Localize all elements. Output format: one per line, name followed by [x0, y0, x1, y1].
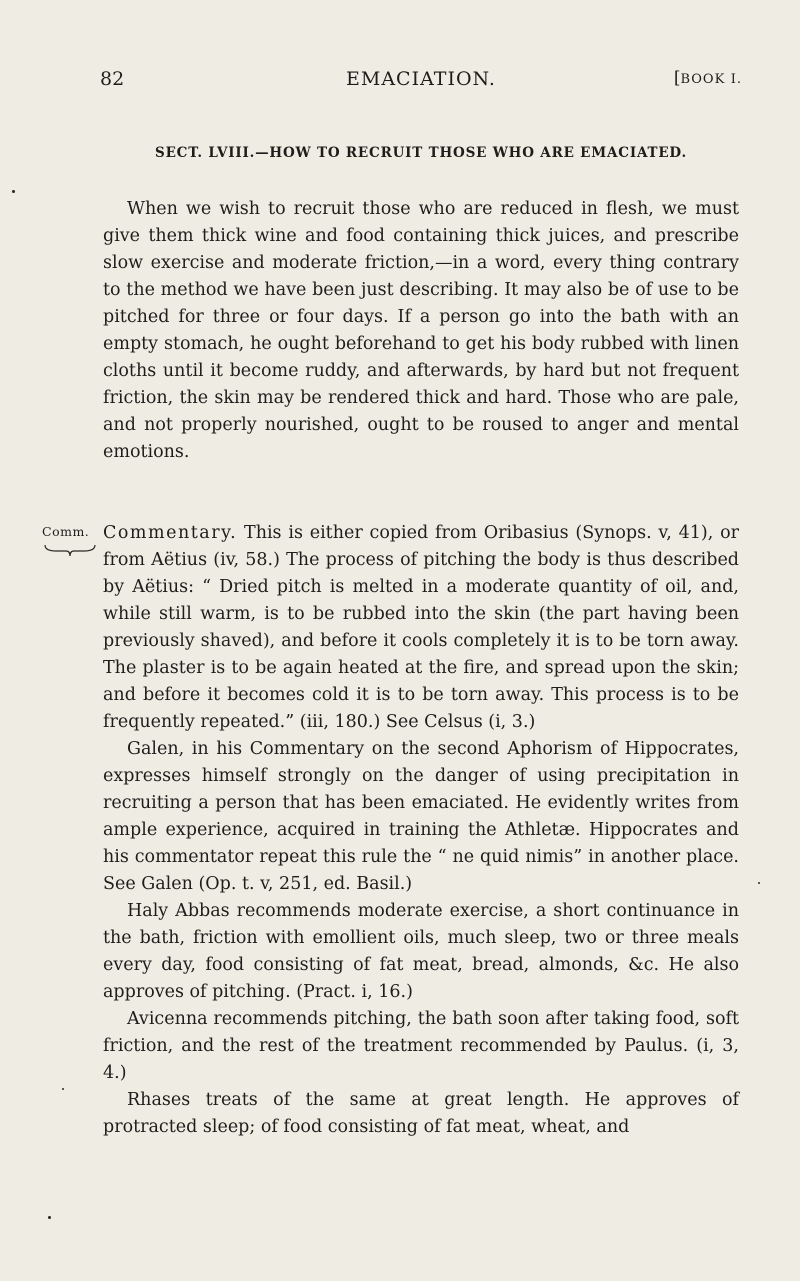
book-word: BOOK [680, 72, 726, 87]
page-number: 82 [100, 68, 125, 90]
running-title: EMACIATION. [346, 68, 496, 90]
ink-speck [758, 882, 760, 884]
main-text-block [103, 196, 739, 466]
galen-paragraph: Galen, in his Commentary on the second Aphorism of Hippocrates, expresses himself strongly on the danger of using precipitation in recruiting a person that has been emaciated. He evidently writes from ample experience, acquired in training the Athletæ. Hippocrates and his commentator repeat this rule the “ ne quid nimis” in another place. See Galen (Op. t. v, 251, ed. Basil.) [103, 739, 739, 894]
section-heading: SECT. LVIII.—HOW TO RECRUIT THOSE WHO ARE EMACIATED. [155, 145, 687, 161]
book-bracket: [ [673, 68, 681, 88]
ink-speck [12, 190, 15, 193]
avicenna-paragraph: Avicenna recommends pitching, the bath soon after taking food, soft friction, and the rest of the treatment recommended by Paulus. (i, 3, 4.) [103, 1009, 739, 1083]
brace-icon [44, 543, 96, 557]
running-header [100, 68, 742, 96]
commentary-block [103, 520, 739, 1141]
ink-speck [62, 1088, 64, 1090]
commentary-paragraph [103, 520, 739, 736]
commentary-lead: Commentary. [103, 523, 238, 543]
main-paragraph: When we wish to recruit those who are reduced in flesh, we must give them thick wine and food containing thick juices, and prescribe slow exercise and moderate friction,—in a word, every thing contrary to the method we have been just describing. It may also be of use to be pitched for three or four days. If a person go into the bath with an empty stomach, he ought beforehand to get his body rubbed with linen cloths until it become ruddy, and afterwards, by hard but not frequent friction, the skin may be rendered thick and hard. Those who are pale, and not properly nourished, ought to be roused to anger and mental emotions. [103, 199, 739, 462]
ink-speck [48, 1216, 51, 1219]
book-reference [674, 68, 742, 88]
book-number: I. [730, 72, 742, 87]
commentary-text: This is either copied from Oribasius (Synops. v, 41), or from Aëtius (iv, 58.) The process of pitching the body is thus described by Aëtius: “ Dried pitch is melted in a moderate quantity of oil, and, while still warm, is to be rubbed into the skin (the part having been previously shaved), and before it cools completely it is to be torn away. The plaster is to be again heated at the fire, and spread upon the skin; and before it becomes cold it is to be torn away. This process is to be frequently repeated.” (iii, 180.) See Celsus (i, 3.) [103, 523, 739, 732]
haly-abbas-paragraph: Haly Abbas recommends moderate exercise, a short continuance in the bath, friction with emollient oils, much sleep, two or three meals every day, food consisting of fat meat, bread, almonds, &c. He also approves of pitching. (Pract. i, 16.) [103, 901, 739, 1002]
margin-label: Comm. [42, 524, 90, 539]
rhases-paragraph: Rhases treats of the same at great length. He approves of protracted sleep; of food consisting of fat meat, wheat, and [103, 1090, 739, 1137]
